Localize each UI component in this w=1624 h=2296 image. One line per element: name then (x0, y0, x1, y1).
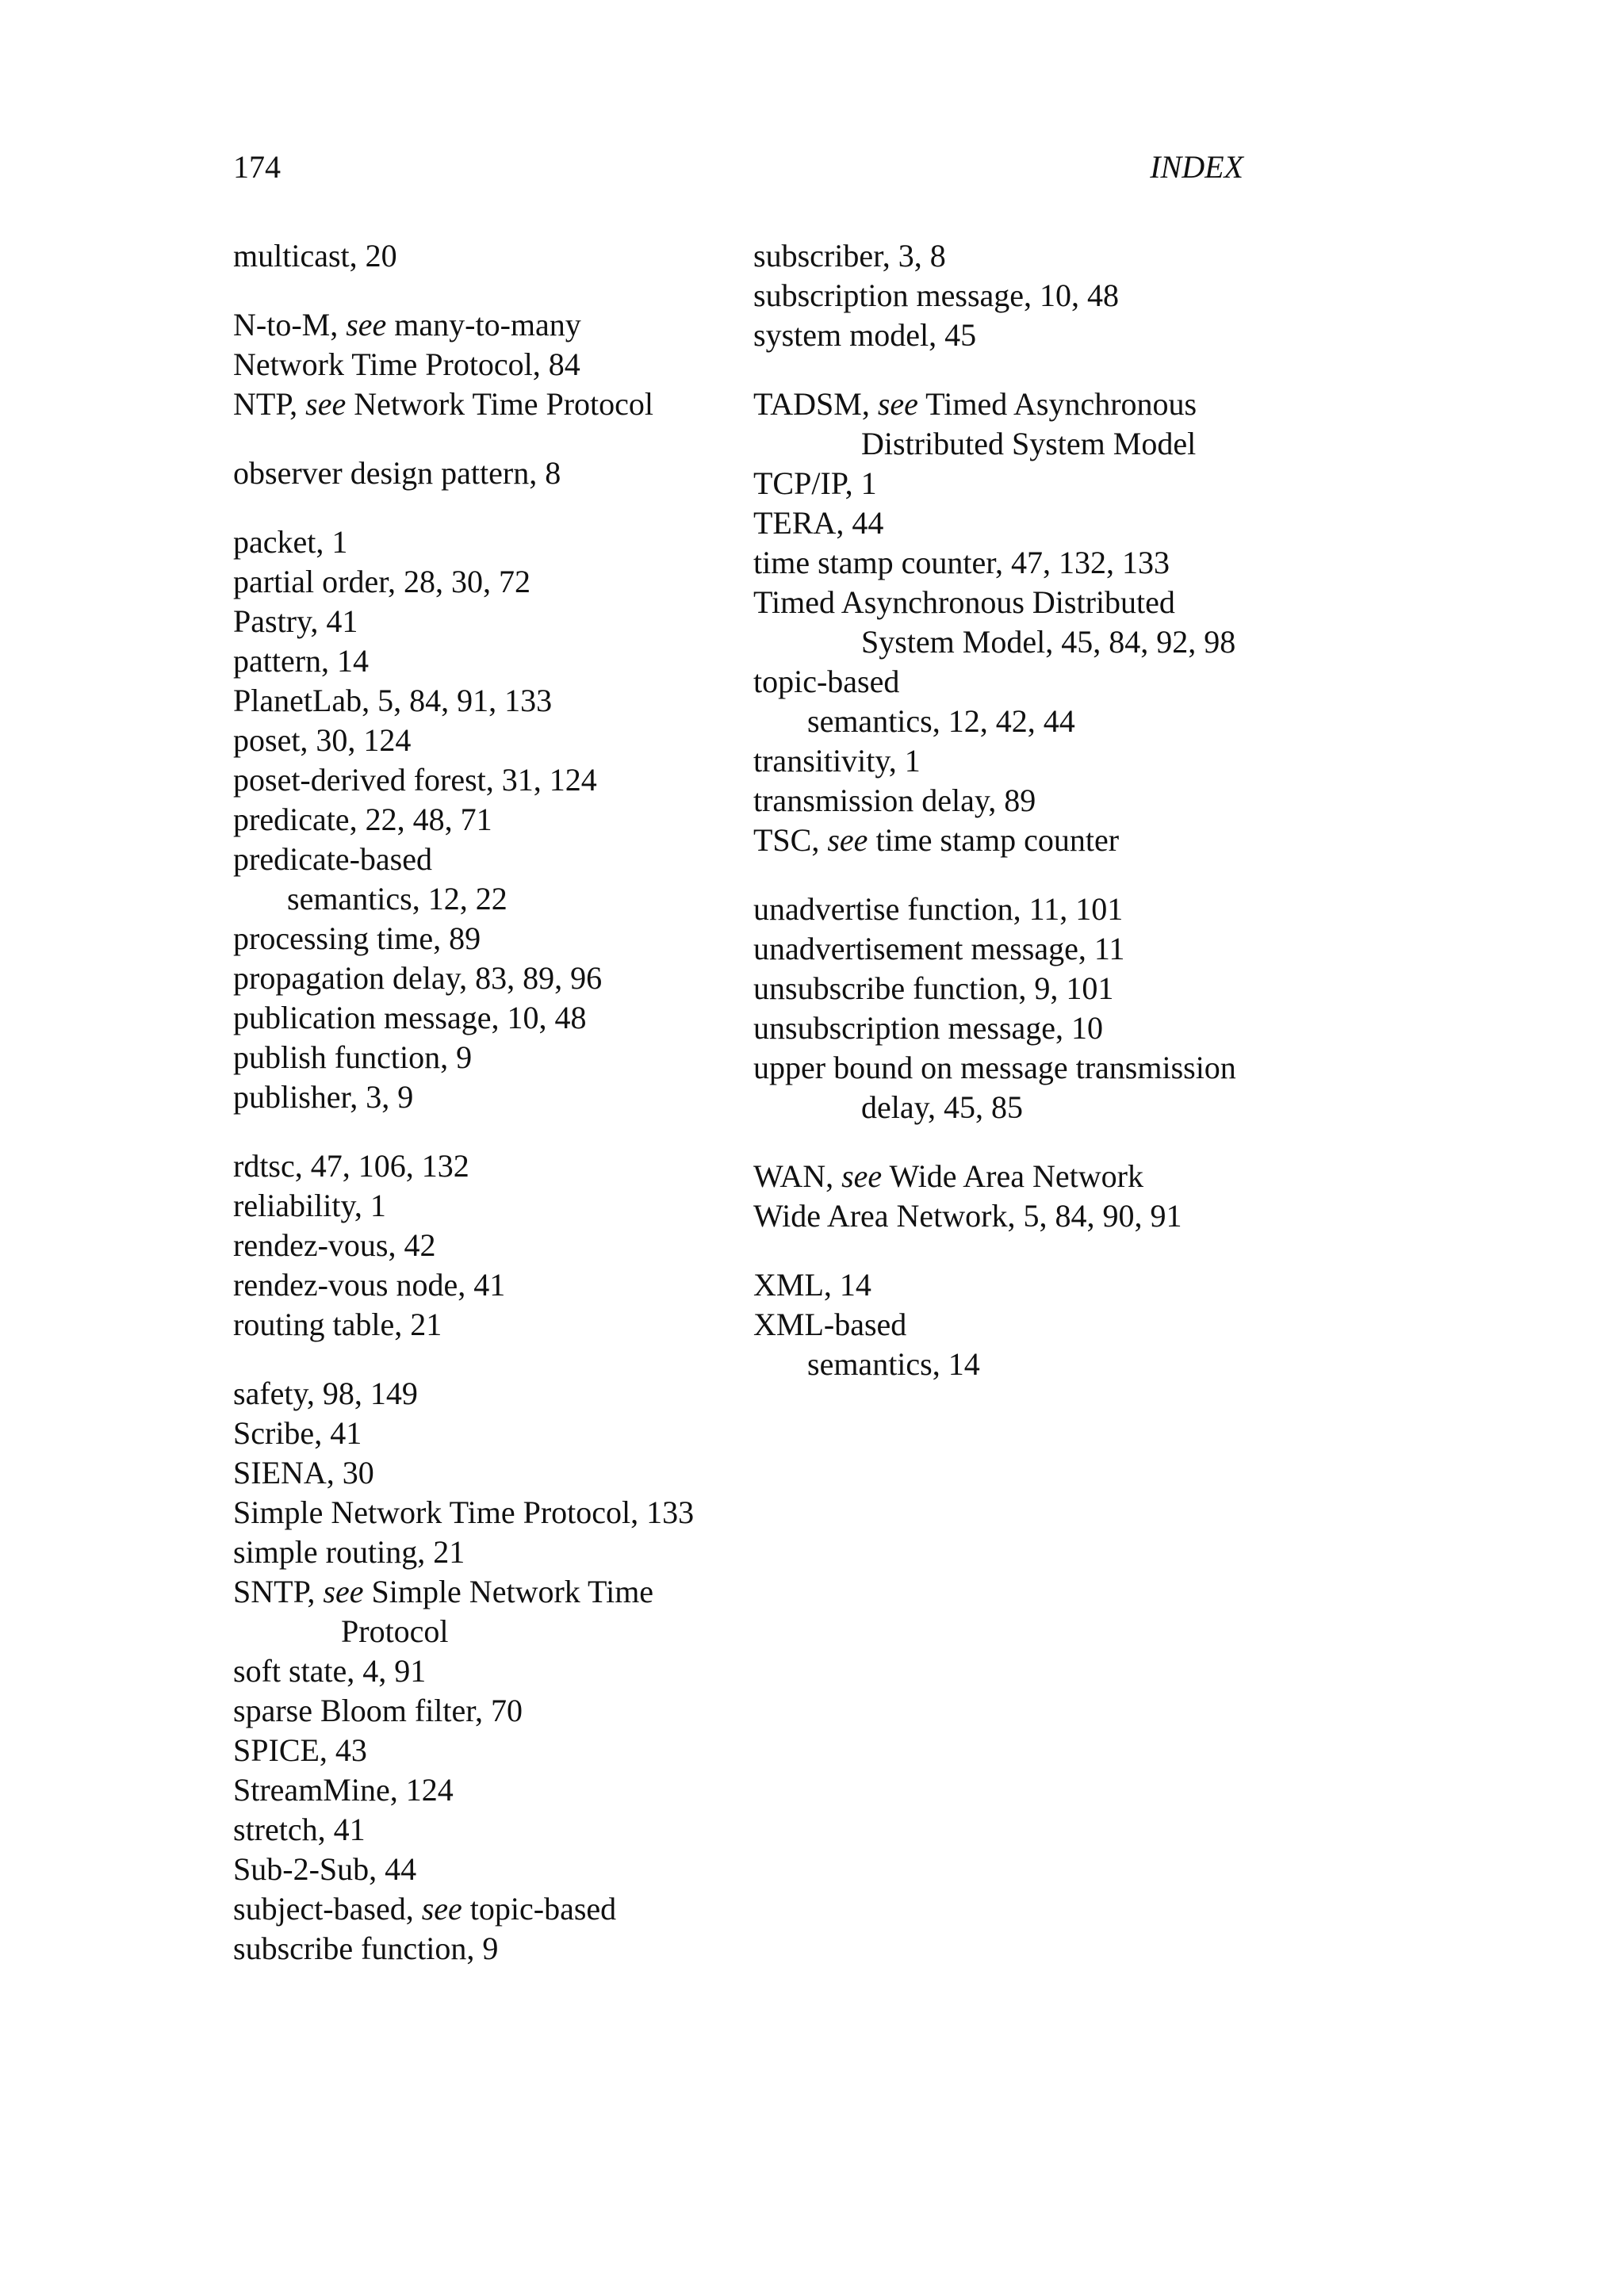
index-entry-term: poset, 30, 124 (233, 722, 412, 758)
index-entry (233, 1889, 741, 1929)
index-entry (753, 276, 1269, 316)
index-entry-term: reliability, 1 (233, 1188, 386, 1223)
index-entry (233, 1265, 741, 1305)
index-entry (233, 1850, 741, 1889)
index-letter-group (233, 522, 741, 1117)
index-entry (233, 1533, 741, 1572)
index-entry-term: rendez-vous, 42 (233, 1227, 436, 1263)
index-entry-term: pattern, 14 (233, 643, 370, 679)
index-entry (233, 602, 741, 641)
index-entry (233, 800, 741, 840)
index-entry-term: SNTP, (233, 1574, 324, 1609)
index-entry-term: TCP/IP, 1 (753, 465, 877, 501)
index-entry-term: processing time, 89 (233, 920, 481, 956)
index-entry (753, 1265, 1269, 1305)
index-entry-term: predicate, 22, 48, 71 (233, 802, 492, 837)
index-entry-term: Scribe, 41 (233, 1415, 362, 1451)
index-entry-term: unadvertisement message, 11 (753, 931, 1125, 966)
index-entry-term: packet, 1 (233, 524, 348, 560)
index-entry-term: poset-derived forest, 31, 124 (233, 762, 597, 798)
index-entry-term: TADSM, (753, 386, 878, 422)
index-entry (753, 929, 1269, 969)
index-entry-term: Wide Area Network, 5, 84, 90, 91 (753, 1198, 1182, 1234)
index-entry (753, 890, 1269, 929)
index-entry (233, 1305, 741, 1345)
index-letter-group (753, 385, 1269, 860)
index-letter-group (753, 1265, 1269, 1384)
index-entry (233, 1453, 741, 1493)
see-reference: see (877, 386, 918, 422)
index-entry-term: Network Time Protocol, 84 (233, 346, 580, 382)
index-entry (233, 1691, 741, 1731)
see-target: Network Time Protocol (346, 386, 654, 422)
index-entry (753, 781, 1269, 821)
index-entry-term: propagation delay, 83, 89, 96 (233, 960, 603, 996)
index-letter-group (233, 236, 741, 276)
index-letter-group (753, 1157, 1269, 1236)
see-reference: see (841, 1158, 883, 1194)
index-entry (233, 1146, 741, 1186)
index-entry (753, 1196, 1269, 1236)
index-entry-term: Pastry, 41 (233, 603, 358, 639)
see-target: Wide Area Network (882, 1158, 1143, 1194)
index-entry (233, 562, 741, 602)
index-entry (753, 741, 1269, 781)
index-entry (233, 236, 741, 276)
index-entry-term: routing table, 21 (233, 1307, 442, 1342)
index-letter-group (753, 236, 1269, 355)
index-entry (233, 840, 741, 879)
index-entry-term: stretch, 41 (233, 1812, 366, 1847)
index-entry (233, 1374, 741, 1414)
see-target: many-to-many (386, 307, 581, 342)
index-entry-term: subscription message, 10, 48 (753, 277, 1120, 313)
index-entry (753, 1157, 1269, 1196)
see-reference: see (323, 1574, 364, 1609)
index-entry-term: predicate-based (233, 841, 432, 877)
index-entry-term: subscriber, 3, 8 (753, 238, 946, 274)
index-entry (233, 453, 741, 493)
index-entry (233, 1810, 741, 1850)
index-entry-term: StreamMine, 124 (233, 1772, 454, 1808)
page-number: 174 (233, 149, 281, 185)
index-entry-term: publication message, 10, 48 (233, 1000, 587, 1035)
index-entry-term: transitivity, 1 (753, 743, 921, 779)
index-entry-term: XML, 14 (753, 1267, 871, 1303)
index-entry-term: observer design pattern, 8 (233, 455, 561, 491)
index-entry-term: TSC, (753, 822, 828, 858)
index-entry-term: upper bound on message transmission delay, 45, 85 (753, 1050, 1236, 1125)
index-entry (753, 969, 1269, 1008)
see-reference: see (421, 1891, 462, 1927)
index-entry (233, 1929, 741, 1969)
index-entry-term: TERA, 44 (753, 505, 884, 541)
index-entry (753, 316, 1269, 355)
index-entry (233, 1731, 741, 1770)
index-entry (753, 385, 1269, 464)
see-reference: see (827, 822, 868, 858)
index-entry-term: unsubscribe function, 9, 101 (753, 970, 1114, 1006)
index-entry (233, 919, 741, 959)
see-reference: see (305, 386, 347, 422)
index-entry-term: Simple Network Time Protocol, 133 (233, 1494, 695, 1530)
index-letter-group (233, 305, 741, 424)
index-entry (233, 721, 741, 760)
see-reference: see (346, 307, 387, 342)
index-entry (753, 543, 1269, 583)
index-entry (233, 1077, 741, 1117)
index-entry-term: WAN, (753, 1158, 842, 1194)
index-entry (753, 503, 1269, 543)
index-entry-term: SPICE, 43 (233, 1732, 367, 1768)
index-entry (233, 681, 741, 721)
index-letter-group (233, 1374, 741, 1969)
see-target: Simple Network Time Protocol (341, 1574, 654, 1649)
index-entry-term: NTP, (233, 386, 306, 422)
index-entry-term: Sub-2-Sub, 44 (233, 1851, 417, 1887)
index-entry-term: unsubscription message, 10 (753, 1010, 1104, 1046)
index-subentry: semantics, 12, 22 (287, 881, 508, 916)
see-target: Timed Asynchronous Distributed System Model (861, 386, 1197, 461)
index-entry (753, 1008, 1269, 1048)
see-target: topic-based (462, 1891, 617, 1927)
index-entry-term: XML-based (753, 1307, 907, 1342)
index-subentry: semantics, 12, 42, 44 (807, 703, 1075, 739)
index-entry (233, 1226, 741, 1265)
index-entry (753, 1305, 1269, 1345)
index-entry-term: unadvertise function, 11, 101 (753, 891, 1124, 927)
index-entry-term: publish function, 9 (233, 1039, 473, 1075)
index-entry-term: safety, 98, 149 (233, 1376, 418, 1411)
index-entry (233, 1493, 741, 1533)
index-entry (753, 1048, 1269, 1127)
index-entry (233, 522, 741, 562)
index-column-right (753, 236, 1269, 1414)
index-entry (233, 760, 741, 800)
index-letter-group (233, 1146, 741, 1345)
index-entry (753, 821, 1269, 860)
index-entry-term: partial order, 28, 30, 72 (233, 564, 530, 599)
index-entry-term: soft state, 4, 91 (233, 1653, 427, 1689)
index-entry (753, 662, 1269, 702)
index-entry-term: topic-based (753, 664, 900, 699)
index-letter-group (233, 453, 741, 493)
index-entry (753, 464, 1269, 503)
index-subentry: semantics, 14 (807, 1346, 980, 1382)
index-entry-term: rendez-vous node, 41 (233, 1267, 506, 1303)
index-entry (233, 345, 741, 385)
index-entry (233, 1770, 741, 1810)
index-entry-term: Timed Asynchronous Distributed System Model, 45, 84, 92, 98 (753, 584, 1236, 660)
index-entry (753, 583, 1269, 662)
index-entry (233, 385, 741, 424)
index-entry-term: rdtsc, 47, 106, 132 (233, 1148, 469, 1184)
index-column-left (233, 236, 741, 1998)
see-target: time stamp counter (868, 822, 1120, 858)
index-entry-term: subject-based, (233, 1891, 422, 1927)
index-entry-term: time stamp counter, 47, 132, 133 (753, 545, 1170, 580)
index-entry-term: simple routing, 21 (233, 1534, 465, 1570)
index-entry-term: subscribe function, 9 (233, 1931, 499, 1966)
index-entry (233, 1186, 741, 1226)
index-entry-term: PlanetLab, 5, 84, 91, 133 (233, 683, 553, 718)
index-entry-term: transmission delay, 89 (753, 783, 1036, 818)
index-entry-term: publisher, 3, 9 (233, 1079, 414, 1115)
index-entry-term: multicast, 20 (233, 238, 397, 274)
index-entry (233, 998, 741, 1038)
index-entry-term: sparse Bloom filter, 70 (233, 1693, 523, 1728)
index-entry (233, 1651, 741, 1691)
index-entry (233, 959, 741, 998)
index-entry (233, 1414, 741, 1453)
index-entry (233, 1572, 741, 1651)
index-entry (233, 641, 741, 681)
index-entry (233, 305, 741, 345)
index-entry (753, 236, 1269, 276)
index-entry-term: SIENA, 30 (233, 1455, 374, 1490)
index-entry-term: system model, 45 (753, 317, 977, 353)
index-letter-group (753, 890, 1269, 1127)
running-head: INDEX (1150, 149, 1243, 185)
index-entry (233, 1038, 741, 1077)
index-entry-term: N-to-M, (233, 307, 347, 342)
